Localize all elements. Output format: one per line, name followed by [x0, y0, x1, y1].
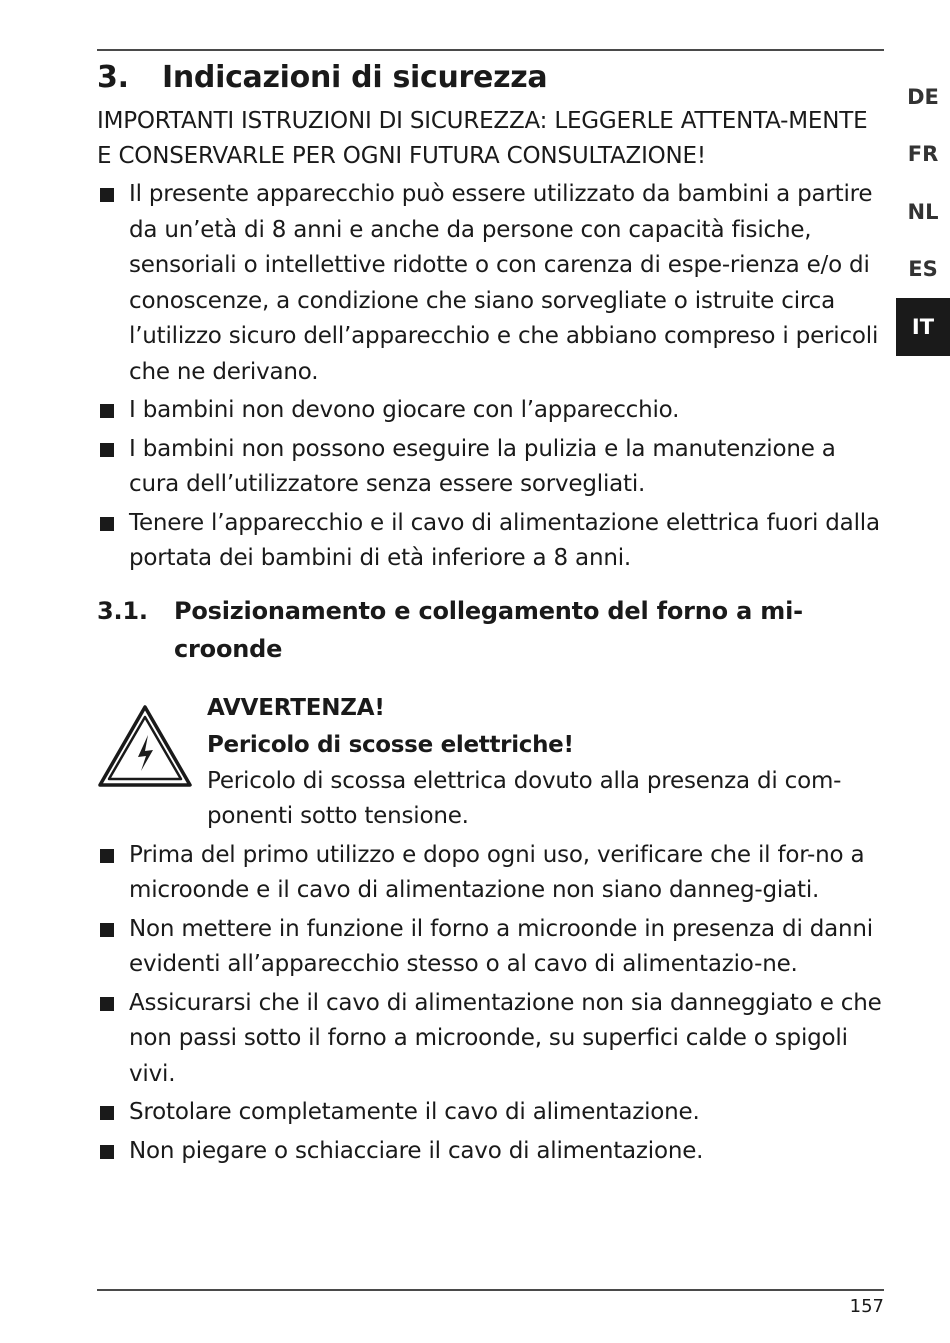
list-item: I bambini non devono giocare con l’apparecchio.: [97, 393, 884, 429]
warning-subtitle: Pericolo di scosse elettriche!: [207, 731, 574, 758]
square-bullet-icon: [100, 997, 114, 1011]
list-item: Il presente apparecchio può essere utilizzato da bambini a partire da un’età di 8 anni e anche da persone con capacità fisiche, sensoriali o intellettive ridotte o con carenza di espe-rienza e/o di conoscenze, a condizione che siano sorvegliate o istruite circa l’utilizzo sicuro dell’apparecchio e che abbiano compreso i pericoli che ne derivano.: [97, 177, 884, 390]
square-bullet-icon: [100, 1106, 114, 1120]
square-bullet-icon: [100, 517, 114, 531]
language-tab-nl[interactable]: NL: [907, 199, 939, 224]
language-tabs: [896, 68, 950, 356]
warning-title: AVVERTENZA!: [207, 694, 385, 721]
list-item: I bambini non possono eseguire la pulizia e la manutenzione a cura dell’utilizzatore senza essere sorvegliati.: [97, 432, 884, 503]
square-bullet-icon: [100, 923, 114, 937]
section-number: 3.: [97, 60, 129, 95]
safety-list: [97, 177, 884, 577]
subsection-heading: [97, 592, 884, 668]
square-bullet-icon: [100, 443, 114, 457]
square-bullet-icon: [100, 404, 114, 418]
high-voltage-warning-icon: [97, 704, 193, 788]
language-tab-es[interactable]: ES: [908, 257, 938, 282]
section-heading: [97, 58, 884, 98]
list-item: Prima del primo utilizzo e dopo ogni uso, verificare che il for-no a microonde e il cavo di alimentazione non siano danneg-giati.: [97, 838, 884, 909]
warning-text: Pericolo di scossa elettrica dovuto alla presenza di com-ponenti sotto tensione.: [207, 767, 842, 829]
language-tab-it[interactable]: IT: [896, 298, 950, 356]
warning-box: [97, 690, 884, 835]
list-item: Tenere l’apparecchio e il cavo di alimentazione elettrica fuori dalla portata dei bambini di età inferiore a 8 anni.: [97, 506, 884, 577]
subsection-title: Posizionamento e collegamento del forno a mi-croonde: [174, 596, 803, 663]
section-title: Indicazioni di sicurezza: [162, 60, 548, 95]
list-item: Assicurarsi che il cavo di alimentazione non sia danneggiato e che non passi sotto il forno a microonde, su superfici calde o spigoli vivi.: [97, 986, 884, 1093]
bottom-rule: [97, 1289, 884, 1291]
list-item: Non piegare o schiacciare il cavo di alimentazione.: [97, 1134, 884, 1170]
list-item: Srotolare completamente il cavo di alimentazione.: [97, 1095, 884, 1131]
top-rule: [97, 49, 884, 51]
language-tab-fr[interactable]: FR: [907, 142, 939, 167]
page-number: 157: [849, 1296, 884, 1317]
page-content: [97, 58, 884, 1169]
language-tab-de[interactable]: DE: [907, 84, 939, 109]
subsection-number: 3.1.: [97, 596, 148, 625]
square-bullet-icon: [100, 849, 114, 863]
square-bullet-icon: [100, 188, 114, 202]
square-bullet-icon: [100, 1145, 114, 1159]
list-item: Non mettere in funzione il forno a microonde in presenza di danni evidenti all’apparecchio stesso o al cavo di alimentazio-ne.: [97, 912, 884, 983]
section-intro: IMPORTANTI ISTRUZIONI DI SICUREZZA: LEGGERLE ATTENTA-MENTE E CONSERVARLE PER OGNI FUTURA CONSULTAZIONE!: [97, 108, 868, 169]
installation-list: [97, 838, 884, 1170]
